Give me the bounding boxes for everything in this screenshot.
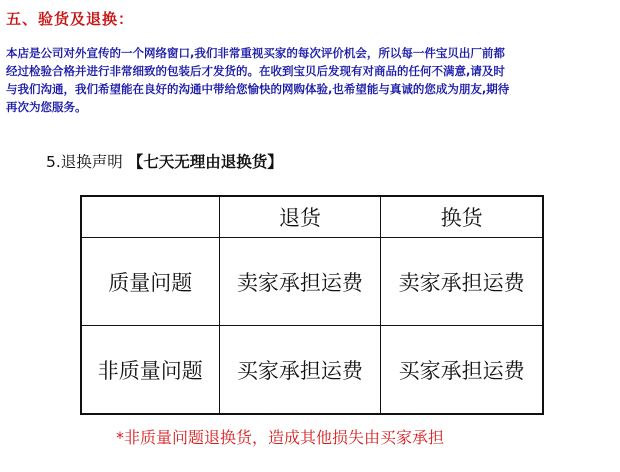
table-cell: 买家承担运费 bbox=[381, 326, 543, 415]
intro-paragraph bbox=[6, 44, 616, 116]
seven-day-return-tag: 【七天无理由退换货】 bbox=[127, 153, 283, 171]
table-header-cell-empty bbox=[81, 196, 219, 238]
table-row bbox=[81, 238, 543, 326]
table-cell: 卖家承担运费 bbox=[219, 238, 381, 326]
intro-line: 经过检验合格并进行非常细致的包装后才发货的。在收到宝贝后发现有对商品的任何不满意,请及时 bbox=[6, 64, 505, 78]
table-header-row bbox=[81, 196, 543, 238]
table-cell: 买家承担运费 bbox=[219, 326, 381, 415]
row-label-non-quality-issue: 非质量问题 bbox=[81, 326, 219, 415]
intro-line: 再次为您服务。 bbox=[6, 100, 87, 114]
row-label-quality-issue: 质量问题 bbox=[81, 238, 219, 326]
return-policy-label: 5.退换声明 bbox=[46, 153, 123, 171]
table-cell: 卖家承担运费 bbox=[381, 238, 543, 326]
return-policy-table bbox=[80, 195, 544, 415]
footnote-warning: *非质量问题退换货，造成其他损失由买家承担 bbox=[116, 428, 445, 447]
table-header-return: 退货 bbox=[219, 196, 381, 238]
return-policy-heading bbox=[46, 150, 283, 172]
intro-line: 与我们沟通，我们希望能在良好的沟通中带给您愉快的网购体验,也希望能与真诚的您成为朋友,期待 bbox=[6, 82, 510, 96]
section-heading: 五、验货及退换： bbox=[6, 10, 135, 28]
table-header-exchange: 换货 bbox=[381, 196, 543, 238]
table-row bbox=[81, 326, 543, 415]
intro-line: 本店是公司对外宣传的一个网络窗口,我们非常重视买家的每次评价机会，所以每一件宝贝出厂前都 bbox=[6, 46, 505, 60]
